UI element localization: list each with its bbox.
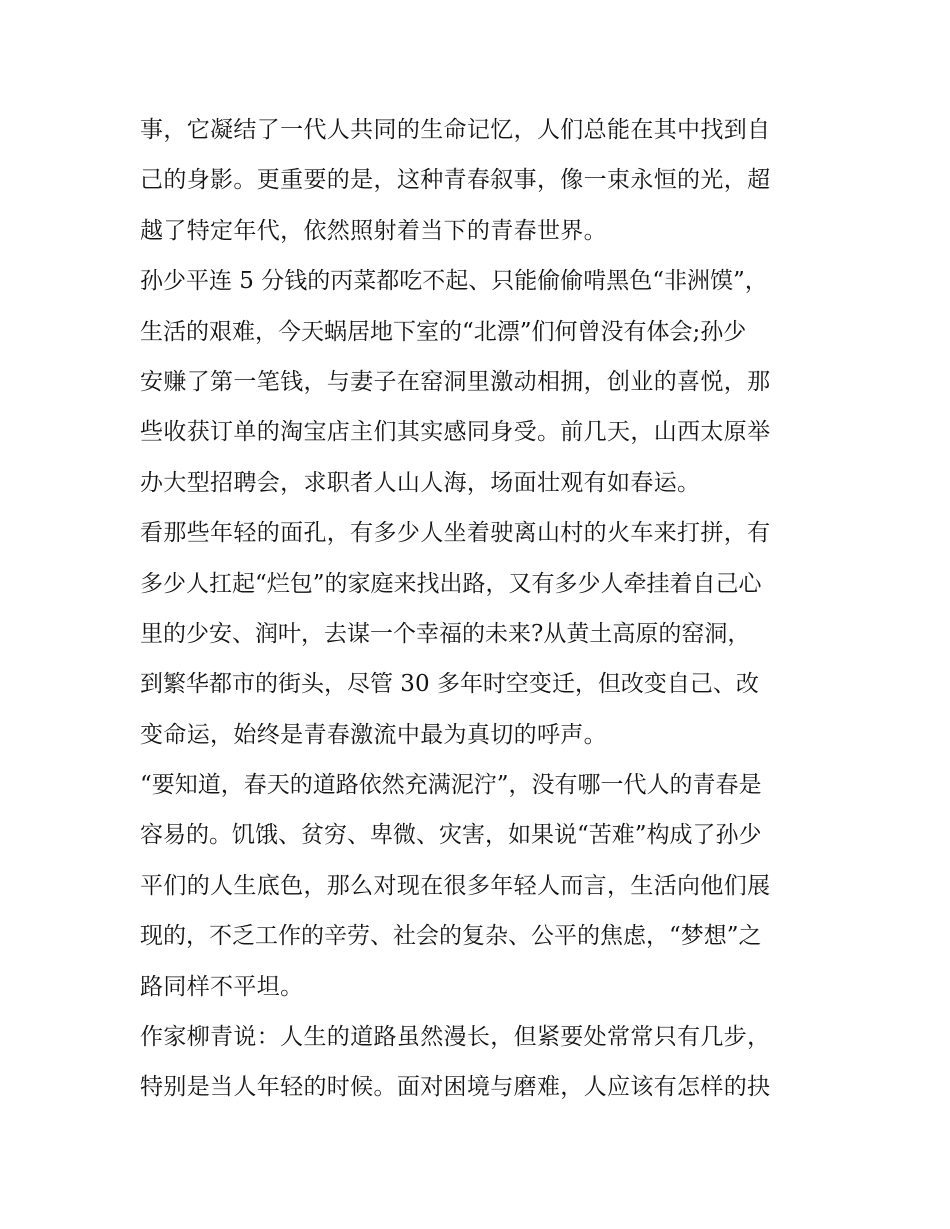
text-line: 变命运，始终是青春激流中最为真切的呼声。 [140,721,607,748]
text-line: 平们的人生底色，那么对现在很多年轻人而言，生活向他们展 [140,872,771,899]
text-line: 到繁华都市的街头，尽管 30 多年时空变迁，但改变自己、改 [140,671,759,698]
text-line: 孙少平连 5 分钱的丙菜都吃不起、只能偷偷啃黑色“非洲馍”， [140,268,768,295]
text-line: 办大型招聘会，求职者人山人海，场面壮观有如春运。 [140,469,701,496]
text-line: 事，它凝结了一代人共同的生命记忆，人们总能在其中找到自 [140,117,771,143]
text-line: 看那些年轻的面孔，有多少人坐着驶离山村的火车来打拼，有 [140,520,771,547]
text-line: 里的少安、润叶，去谋一个幸福的未来?从黄土高原的窑洞， [140,620,751,647]
text-line: 作家柳青说：人生的道路虽然漫长，但紧要处常常只有几步， [140,1024,771,1051]
text-line: 己的身影。更重要的是，这种青春叙事，像一束永恒的光，超 [140,167,771,194]
text-line: 安赚了第一笔钱，与妻子在窑洞里激动相拥，创业的喜悦，那 [140,368,771,395]
body-text [140,110,820,1118]
text-line: 些收获订单的淘宝店主们其实感同身受。前几天，山西太原举 [140,419,771,446]
text-line: 路同样不平坦。 [140,973,304,1000]
text-line: 特别是当人年轻的时候。面对困境与磨难，人应该有怎样的抉 [140,1074,771,1101]
text-line: 多少人扛起“烂包”的家庭来找出路，又有多少人牵挂着自己心 [140,570,762,597]
text-line: “要知道，春天的道路依然充满泥泞”，没有哪一代人的青春是 [140,772,762,799]
text-line: 生活的艰难，今天蜗居地下室的“北漂”们何曾没有体会;孙少 [140,318,747,345]
text-line: 越了特定年代，依然照射着当下的青春世界。 [140,217,607,244]
text-line: 容易的。饥饿、贫穷、卑微、灾害，如果说“苦难”构成了孙少 [140,822,762,849]
text-line: 现的，不乏工作的辛劳、社会的复杂、公平的焦虑，“梦想”之 [140,923,762,950]
